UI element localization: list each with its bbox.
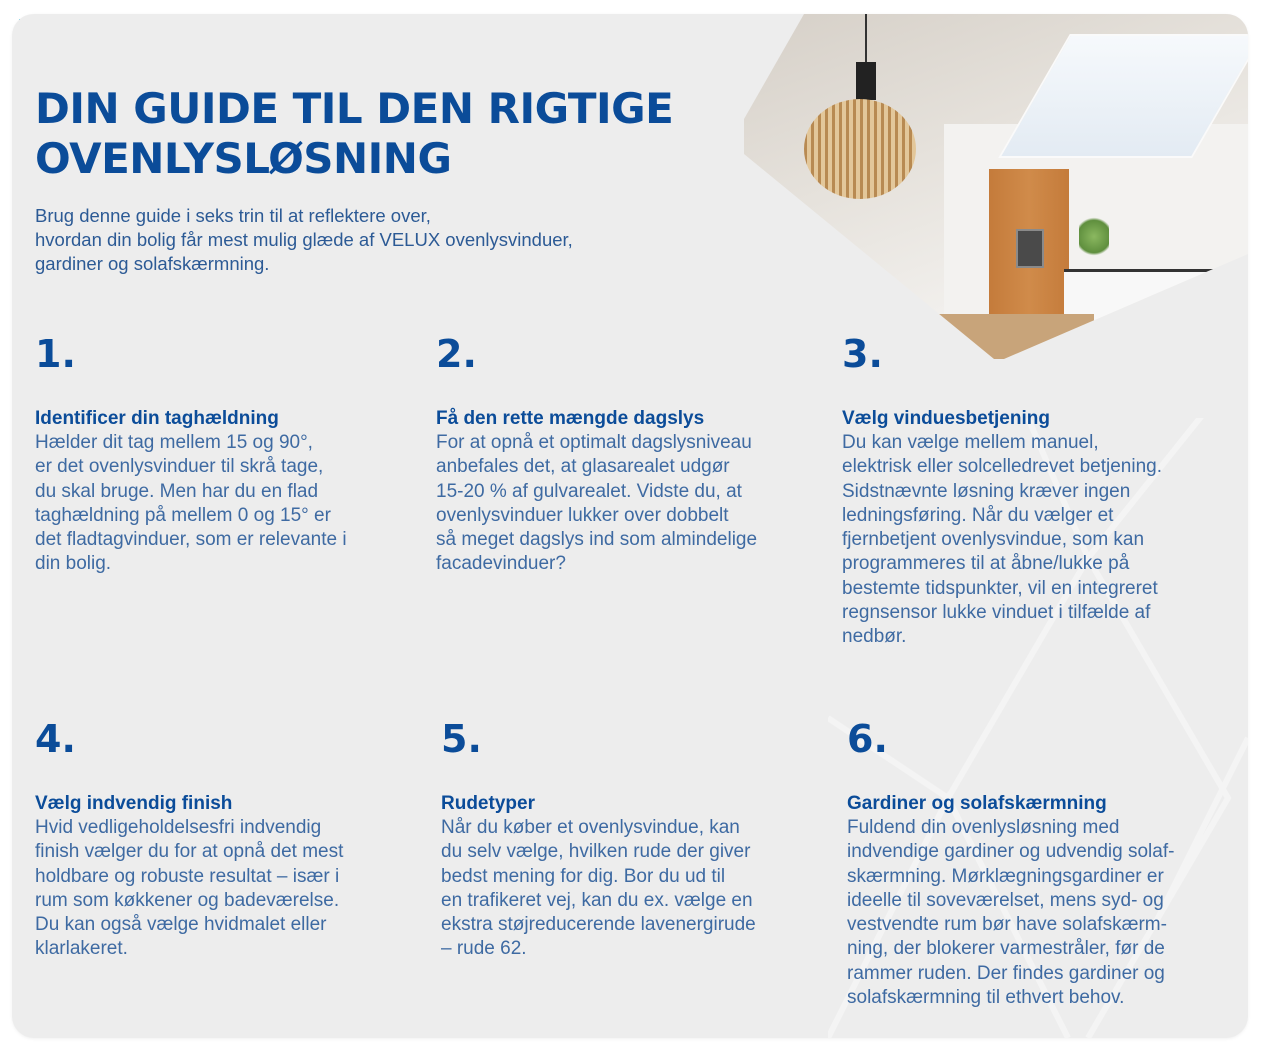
step-number: 4. <box>35 717 76 761</box>
step-heading: Gardiner og solafskærmning <box>847 793 1107 814</box>
step-5 <box>441 717 821 962</box>
step-6 <box>847 717 1227 1010</box>
step-1 <box>35 332 415 577</box>
step-body: Du kan vælge mellem manuel, elektrisk eller solcelledrevet betjening. Sidstnævnte løsning kræver ingen ledningsføring. Når du vælger et fjernbetjent ovenlysvindue, som kan programmeres til at åbne/lukke på bestemte tidspunkter, vil en integreret regnsensor lukke vinduet i tilfælde af nedbør. <box>842 432 1162 648</box>
step-body: Fuldend din ovenlysløsning med indvendige gardiner og udvendig solaf- skærmning. Mørklægningsgardiner er ideelle til soveværelset, mens syd- og vestvendte rum bør have solafskærm- ning, der blokerer varmestråler, før de rammer ruden. Der findes gardiner og solafskærmning til ethvert behov. <box>847 817 1175 1009</box>
step-2 <box>436 332 816 577</box>
intro-text: Brug denne guide i seks trin til at reflektere over, hvordan din bolig får mest mulig glæde af VELUX ovenlysvinduer, gardiner og solafskærmning. <box>35 205 573 274</box>
step-body: Når du køber et ovenlysvindue, kan du selv vælge, hvilken rude der giver bedst mening for dig. Bor du ud til en trafikeret vej, kan du ex. vælge en ekstra støjreducerende lavenergirude – rude 62. <box>441 817 756 960</box>
step-3 <box>842 332 1222 650</box>
step-number: 6. <box>847 717 888 761</box>
step-heading: Identificer din taghældning <box>35 408 279 429</box>
step-number: 5. <box>441 717 482 761</box>
step-4 <box>35 717 415 962</box>
step-body: Hvid vedligeholdelsesfri indvendig finish vælger du for at opnå det mest holdbare og robuste resultat – især i rum som køkkener og badeværelse. Du kan også vælge hvidmalet eller klarlakeret. <box>35 817 344 960</box>
kitchen-skylight-photo <box>744 14 1248 359</box>
step-heading: Rudetyper <box>441 793 535 814</box>
step-number: 2. <box>436 332 477 376</box>
page-title: DIN GUIDE TIL DEN RIGTIGE OVENLYSLØSNING <box>35 84 674 183</box>
step-body: Hælder dit tag mellem 15 og 90°, er det ovenlysvinduer til skrå tage, du skal bruge. Men har du en flad taghældning på mellem 0 og 15° er det fladtagvinduer, som er relevante i din bolig. <box>35 432 347 575</box>
step-heading: Vælg indvendig finish <box>35 793 233 814</box>
step-heading: Få den rette mængde dagslys <box>436 408 705 429</box>
pendant-lamp <box>804 99 916 199</box>
step-body: For at opnå et optimalt dagslysniveau anbefales det, at glasarealet udgør 15-20 % af gulvarealet. Vidste du, at ovenlysvinduer lukker over dobbelt så meget dagslys ind som almindelige facadevinduer? <box>436 432 758 575</box>
step-number: 1. <box>35 332 76 376</box>
step-heading: Vælg vinduesbetjening <box>842 408 1050 429</box>
step-number: 3. <box>842 332 883 376</box>
guide-card <box>12 14 1248 1038</box>
